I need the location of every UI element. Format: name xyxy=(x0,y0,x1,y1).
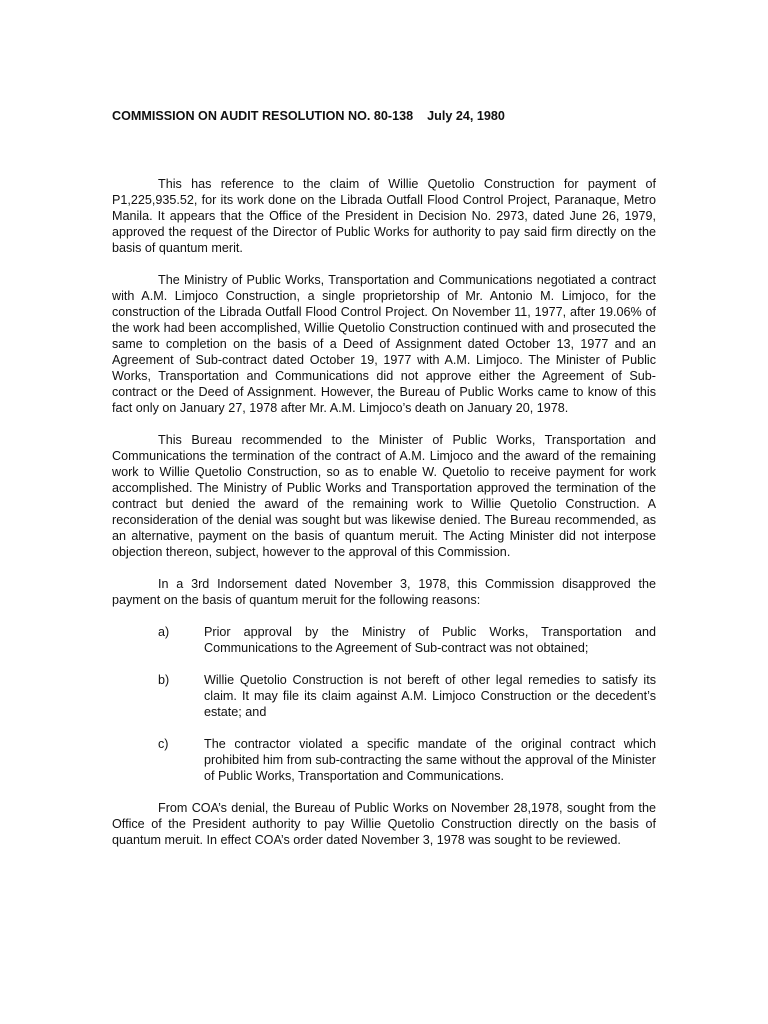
resolution-title xyxy=(112,108,656,124)
reason-text: Prior approval by the Ministry of Public Works, Transportation and Communications to the Agreement of Sub-contract was not obtained; xyxy=(204,625,656,655)
paragraph-contract-history: The Ministry of Public Works, Transportation and Communications negotiated a contract with A.M. Limjoco Construction, a single proprietorship of Mr. Antonio M. Limjoco, for the construction of the Librada Outfall Flood Control Project. On November 11, 1977, after 19.06% of the work had been accomplished, Willie Quetolio Construction continued with and prosecuted the same to completion on the basis of a Deed of Assignment dated October 13, 1977 and an Agreement of Sub-contract dated October 19, 1977 with A.M. Limjoco. The Minister of Public Works, Transportation and Communications did not approve either the Agreement of Sub-contract or the Deed of Assignment. However, the Bureau of Public Works came to know of this fact only on January 27, 1978 after Mr. A.M. Limjoco’s death on January 20, 1978. xyxy=(112,273,656,415)
reason-text: The contractor violated a specific mandate of the original contract which prohibited him from sub-contracting the same without the approval of the Minister of Public Works, Transportation and Communications. xyxy=(204,737,656,783)
resolution-number: COMMISSION ON AUDIT RESOLUTION NO. 80-138 xyxy=(112,109,414,123)
paragraph-commission-disapproval: In a 3rd Indorsement dated November 3, 1978, this Commission disapproved the payment on the basis of quantum meruit for the following reasons: xyxy=(112,577,656,607)
resolution-date: July 24, 1980 xyxy=(427,109,505,123)
reason-item xyxy=(112,736,656,784)
paragraph-closing: From COA’s denial, the Bureau of Public Works on November 28,1978, sought from the Office of the President authority to pay Willie Quetolio Construction directly on the basis of quantum meruit. In effect COA’s order dated November 3, 1978 was sought to be reviewed. xyxy=(112,801,656,847)
reason-marker: b) xyxy=(158,673,170,687)
reason-marker: c) xyxy=(158,737,169,751)
reason-text: Willie Quetolio Construction is not bereft of other legal remedies to satisfy its claim. It may file its claim against A.M. Limjoco Construction or the decedent’s estate; and xyxy=(204,673,656,719)
document-page xyxy=(112,108,656,864)
reason-item xyxy=(112,672,656,720)
paragraph-bureau-recommendation: This Bureau recommended to the Minister of Public Works, Transportation and Communications the termination of the contract of A.M. Limjoco and the award of the remaining work to Willie Quetolio Construction, so as to enable W. Quetolio to receive payment for work accomplished. The Ministry of Public Works and Transportation approved the termination of the contract but denied the award of the remaining work to Willie Quetolio Construction. A reconsideration of the denial was sought but was likewise denied. The Bureau recommended, as an alternative, payment on the basis of quantum meruit. The Acting Minister did not interpose objection thereon, subject, however to the approval of this Commission. xyxy=(112,433,656,559)
paragraph-claim-reference: This has reference to the claim of Willie Quetolio Construction for payment of P1,225,935.52, for its work done on the Librada Outfall Flood Control Project, Paranaque, Metro Manila. It appears that the Office of the President in Decision No. 2973, dated June 26, 1979, approved the request of the Director of Public Works for authority to pay said firm directly on the basis of quantum merit. xyxy=(112,177,656,255)
reason-marker: a) xyxy=(158,625,170,639)
reason-item xyxy=(112,624,656,656)
reasons-list xyxy=(112,624,656,784)
